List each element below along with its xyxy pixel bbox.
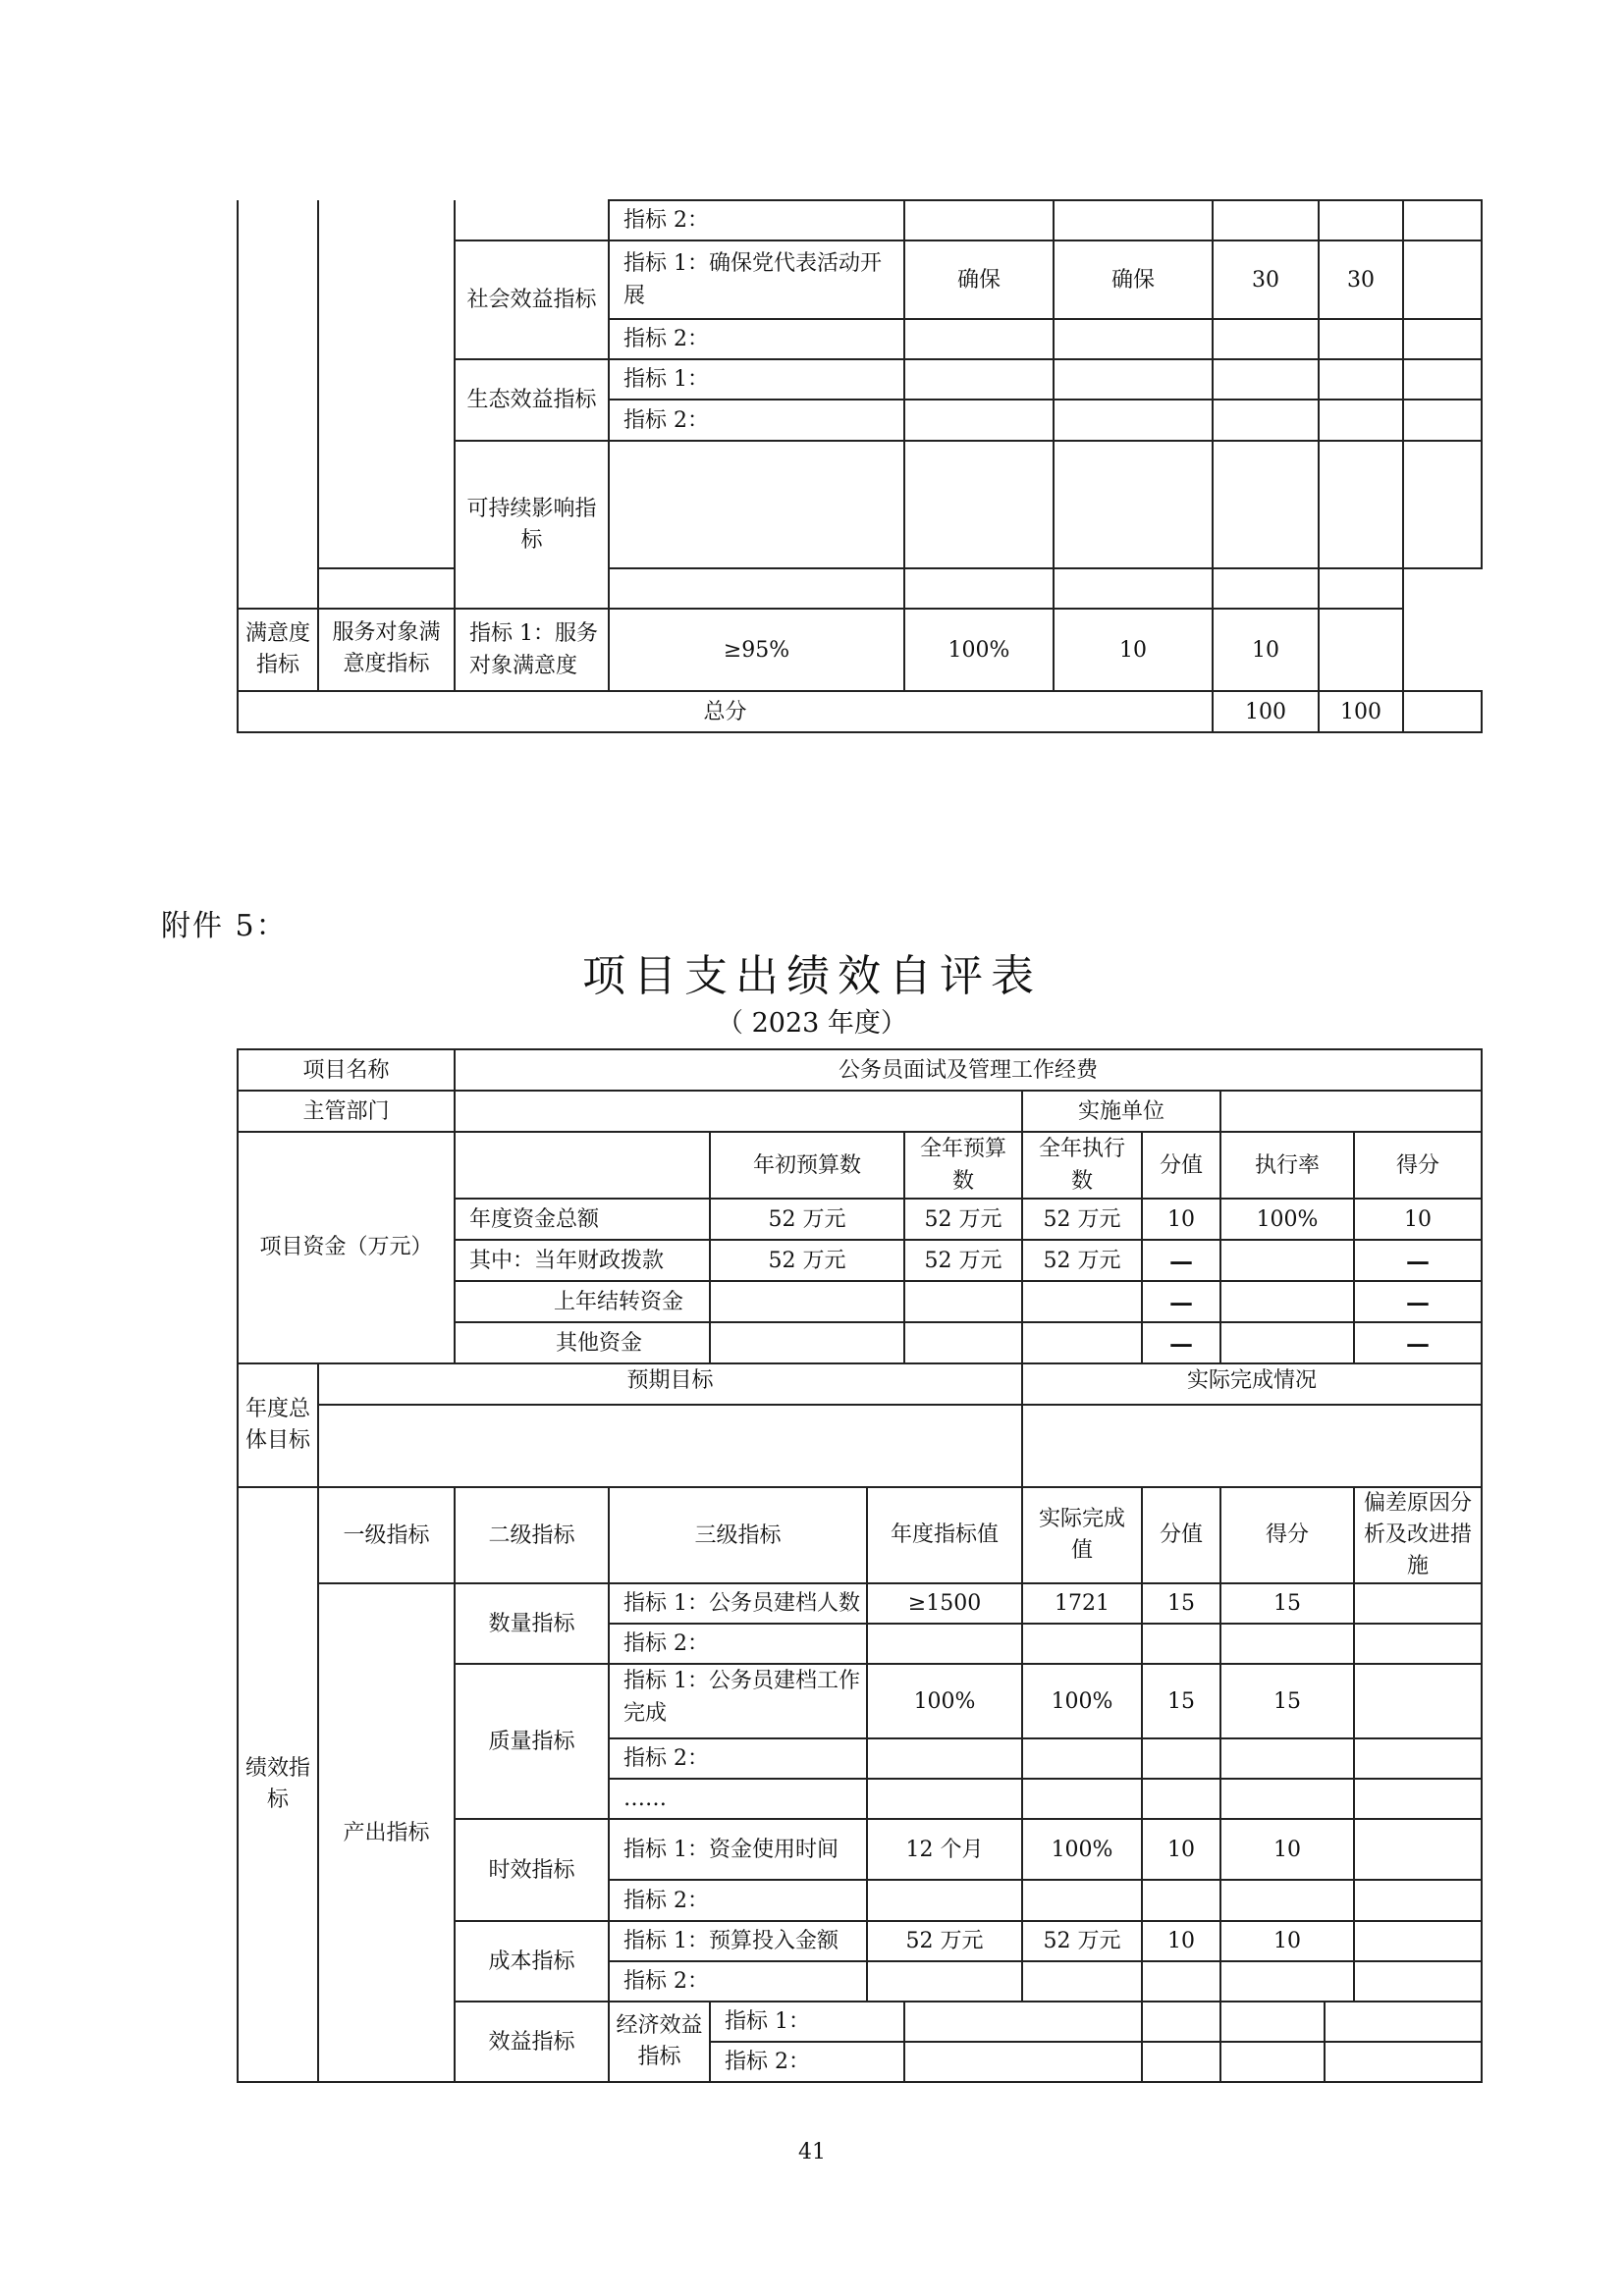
indicator-cell: 指标 2： xyxy=(609,1624,867,1664)
header-deviation: 偏差原因分析及改进措施 xyxy=(1354,1487,1482,1583)
actual-cell: 52 万元 xyxy=(1022,1921,1142,1961)
perf-indicators-label: 绩效指标 xyxy=(238,1487,318,2082)
deviation-cell xyxy=(1354,1921,1482,1961)
social-benefit-label: 社会效益指标 xyxy=(455,240,609,359)
target-cell: ≥95% xyxy=(609,609,904,691)
deviation-cell xyxy=(1319,609,1403,691)
indicator-cell: 指标 1： xyxy=(609,359,904,400)
economic-benefit-label: 经济效益指标 xyxy=(609,2002,710,2082)
impl-unit-value xyxy=(1220,1091,1482,1132)
total-earned: 100 xyxy=(1319,691,1403,732)
funds-executed: 52 万元 xyxy=(1022,1240,1142,1281)
goal-expected-value xyxy=(318,1405,1022,1487)
timeliness-indicators-label: 时效指标 xyxy=(455,1819,609,1921)
cost-indicators-label: 成本指标 xyxy=(455,1921,609,2002)
indicator-cell: 指标 1： xyxy=(710,2002,904,2042)
level1-blank-cell xyxy=(318,200,455,568)
deviation-cell xyxy=(1354,1583,1482,1624)
target-cell: ≥1500 xyxy=(867,1583,1022,1624)
target-cell: 确保 xyxy=(904,240,1054,319)
funds-row-label: 上年结转资金 xyxy=(455,1281,710,1322)
funds-rate: 100% xyxy=(1220,1199,1354,1240)
indicator-cell: 指标 2： xyxy=(609,319,904,359)
funds-rate xyxy=(1220,1240,1354,1281)
funds-header: 得分 xyxy=(1354,1132,1482,1199)
header-score: 分值 xyxy=(1142,1487,1220,1583)
funds-executed: 52 万元 xyxy=(1022,1199,1142,1240)
funds-initial: 52 万元 xyxy=(710,1240,904,1281)
score-cell: 30 xyxy=(1213,240,1319,319)
funds-header-blank xyxy=(455,1132,710,1199)
page-number: 41 xyxy=(798,2140,826,2164)
funds-executed xyxy=(1022,1281,1142,1322)
performance-evaluation-table xyxy=(237,1048,1483,2083)
indicator-cell: 指标 2： xyxy=(609,400,904,441)
funds-header: 全年执行数 xyxy=(1022,1132,1142,1199)
actual-cell: 1721 xyxy=(1022,1583,1142,1624)
satisfaction-label: 满意度指标 xyxy=(238,609,318,691)
funds-score: — xyxy=(1142,1281,1220,1322)
funds-initial: 52 万元 xyxy=(710,1199,904,1240)
benefit-indicators-label: 效益指标 xyxy=(455,2002,609,2082)
indicator-cell: 指标 1：服务对象满意度 xyxy=(455,609,609,691)
funds-annual: 52 万元 xyxy=(904,1240,1022,1281)
funds-header: 年初预算数 xyxy=(710,1132,904,1199)
indicator-cell: 指标 2： xyxy=(609,1738,867,1779)
annual-goal-label: 年度总体目标 xyxy=(238,1363,318,1487)
funds-label: 项目资金（万元） xyxy=(238,1132,455,1363)
actual-cell: 确保 xyxy=(1054,240,1213,319)
actual-cell: 100% xyxy=(1022,1819,1142,1880)
header-actual: 实际完成值 xyxy=(1022,1487,1142,1583)
earned-cell: 10 xyxy=(1213,609,1319,691)
header-level1: 一级指标 xyxy=(318,1487,455,1583)
deviation-cell xyxy=(1354,1819,1482,1880)
header-level3: 三级指标 xyxy=(609,1487,867,1583)
funds-header: 分值 xyxy=(1142,1132,1220,1199)
service-satisfaction-label: 服务对象满意度指标 xyxy=(318,609,455,691)
funds-rate xyxy=(1220,1322,1354,1363)
indicator-cell: 指标 2： xyxy=(609,200,904,240)
impl-unit-label: 实施单位 xyxy=(1022,1091,1220,1132)
actual-cell: 100% xyxy=(1022,1664,1142,1738)
earned-cell: 15 xyxy=(1220,1664,1354,1738)
funds-executed xyxy=(1022,1322,1142,1363)
target-cell xyxy=(904,200,1054,240)
header-annual-target: 年度指标值 xyxy=(867,1487,1022,1583)
funds-row-label: 其中：当年财政拨款 xyxy=(455,1240,710,1281)
indicator-cell: 指标 1：公务员建档人数 xyxy=(609,1583,867,1624)
funds-earned: 10 xyxy=(1354,1199,1482,1240)
funds-earned: — xyxy=(1354,1240,1482,1281)
target-cell: 12 个月 xyxy=(867,1819,1022,1880)
score-cell xyxy=(1213,200,1319,240)
score-cell: 10 xyxy=(1054,609,1213,691)
sustainable-impact-label: 可持续影响指标 xyxy=(455,441,609,609)
indicator-cell: 指标 1：公务员建档工作完成 xyxy=(609,1664,867,1738)
target-cell: 52 万元 xyxy=(867,1921,1022,1961)
indicator-cell: 指标 2： xyxy=(710,2042,904,2082)
goal-actual-header: 实际完成情况 xyxy=(1022,1363,1482,1405)
funds-initial xyxy=(710,1281,904,1322)
page-title: 项目支出绩效自评表 xyxy=(582,951,1042,1001)
total-score: 100 xyxy=(1213,691,1319,732)
funds-row-label: 年度资金总额 xyxy=(455,1199,710,1240)
funds-earned: — xyxy=(1354,1322,1482,1363)
funds-annual xyxy=(904,1322,1022,1363)
earned-cell: 10 xyxy=(1220,1921,1354,1961)
deviation-cell xyxy=(1403,240,1482,319)
attachment-label: 附件 5： xyxy=(161,909,288,943)
funds-annual: 52 万元 xyxy=(904,1199,1022,1240)
funds-earned: — xyxy=(1354,1281,1482,1322)
indicator-cell: …… xyxy=(609,1779,867,1819)
earned-cell: 30 xyxy=(1319,240,1403,319)
year-subtitle: （ 2023 年度） xyxy=(717,1008,907,1039)
score-cell: 10 xyxy=(1142,1819,1220,1880)
target-cell: 100% xyxy=(867,1664,1022,1738)
dept-value xyxy=(455,1091,1022,1132)
level2-blank-cell xyxy=(455,200,609,240)
dept-label: 主管部门 xyxy=(238,1091,455,1132)
funds-score: 10 xyxy=(1142,1199,1220,1240)
quantity-indicators-label: 数量指标 xyxy=(455,1583,609,1664)
earned-cell xyxy=(1319,200,1403,240)
total-label: 总分 xyxy=(238,691,1213,732)
output-indicators-label: 产出指标 xyxy=(318,1583,455,2082)
goal-expected-header: 预期目标 xyxy=(318,1363,1022,1405)
header-level2: 二级指标 xyxy=(455,1487,609,1583)
deviation-cell xyxy=(1354,1664,1482,1738)
indicator-cell: 指标 1：预算投入金额 xyxy=(609,1921,867,1961)
eco-benefit-label: 生态效益指标 xyxy=(455,359,609,441)
level0-blank-cell xyxy=(238,200,318,609)
previous-table-continuation xyxy=(237,199,1483,733)
funds-row-label: 其他资金 xyxy=(455,1322,710,1363)
actual-cell xyxy=(1054,200,1213,240)
score-cell: 15 xyxy=(1142,1583,1220,1624)
funds-header: 全年预算数 xyxy=(904,1132,1022,1199)
quality-indicators-label: 质量指标 xyxy=(455,1664,609,1819)
funds-annual xyxy=(904,1281,1022,1322)
indicator-cell: 指标 2： xyxy=(609,1961,867,2002)
earned-cell: 15 xyxy=(1220,1583,1354,1624)
actual-cell: 100% xyxy=(904,609,1054,691)
funds-score: — xyxy=(1142,1322,1220,1363)
goal-actual-value xyxy=(1022,1405,1482,1487)
funds-initial xyxy=(710,1322,904,1363)
earned-cell: 10 xyxy=(1220,1819,1354,1880)
funds-header: 执行率 xyxy=(1220,1132,1354,1199)
funds-rate xyxy=(1220,1281,1354,1322)
indicator-cell: 指标 2： xyxy=(609,1880,867,1921)
funds-score: — xyxy=(1142,1240,1220,1281)
indicator-cell: 指标 1：资金使用时间 xyxy=(609,1819,867,1880)
score-cell: 15 xyxy=(1142,1664,1220,1738)
deviation-cell xyxy=(1403,200,1482,240)
score-cell: 10 xyxy=(1142,1921,1220,1961)
total-deviation xyxy=(1403,691,1482,732)
header-earned: 得分 xyxy=(1220,1487,1354,1583)
project-name-label: 项目名称 xyxy=(238,1049,455,1091)
indicator-cell: 指标 1：确保党代表活动开展 xyxy=(609,240,904,319)
project-name-value: 公务员面试及管理工作经费 xyxy=(455,1049,1482,1091)
